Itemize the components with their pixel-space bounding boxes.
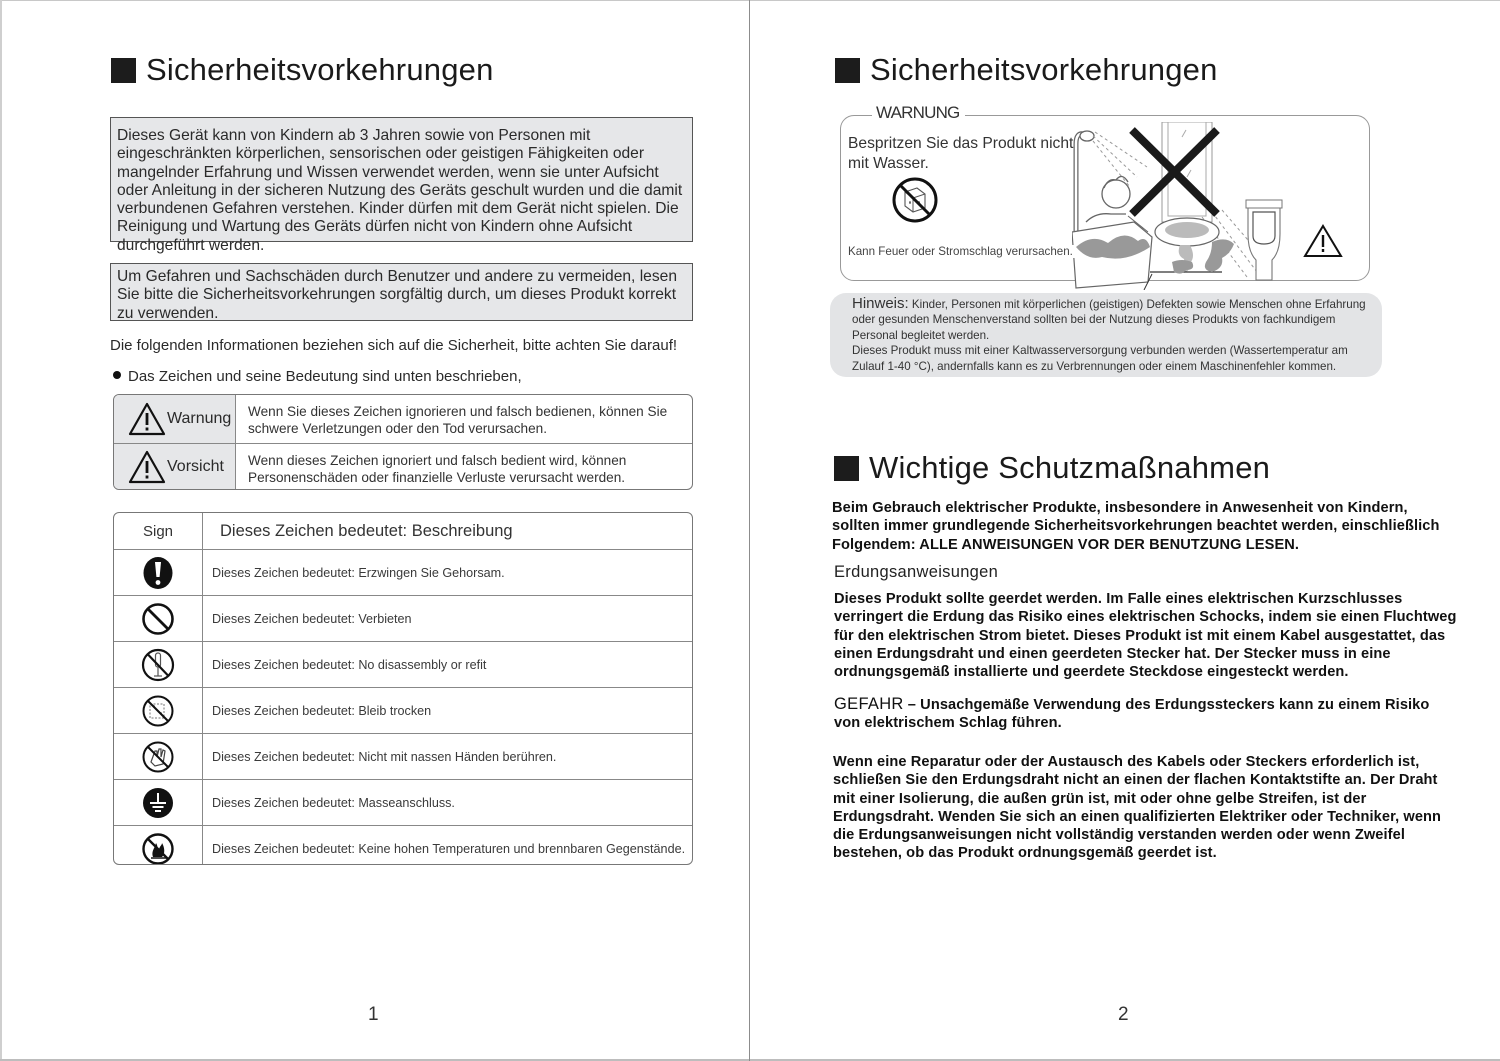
right-page-title-text: Sicherheitsvorkehrungen <box>870 52 1218 87</box>
no-wet-hands-icon <box>141 740 175 774</box>
sign-cell <box>114 550 203 595</box>
warning-triangle-icon <box>128 450 166 484</box>
warning-box-main-text: Bespritzen Sie das Produkt nicht mit Wasser. <box>848 135 1074 172</box>
sign-description: Dieses Zeichen bedeutet: Keine hohen Temperaturen und brennbaren Gegenstände. <box>212 841 686 856</box>
warning-level-label: Vorsicht <box>167 458 224 476</box>
sign-cell <box>114 826 203 865</box>
heading-square-icon <box>834 456 859 481</box>
page-top-edge <box>0 0 1500 1</box>
sign-cell <box>114 642 203 687</box>
sign-description: Dieses Zeichen bedeutet: Masseanschluss. <box>212 795 455 810</box>
danger-text: – Unsachgemäße Verwendung des Erdungssteckers kann zu einem Risiko von elektrischem Schlag führen. <box>834 697 1430 732</box>
page-number-left: 1 <box>368 1004 379 1025</box>
left-page-title <box>111 52 494 88</box>
hint-box <box>830 293 1382 377</box>
notice-box-read-carefully: Um Gefahren und Sachschäden durch Benutzer und andere zu vermeiden, lesen Sie bitte die Sicherheitsvorkehrungen sorgfältig durch, um dieses Produkt korrekt zu verwenden. <box>110 263 693 321</box>
info-line: Die folgenden Informationen beziehen sich auf die Sicherheit, bitte achten Sie darauf! <box>110 337 678 354</box>
warning-level-text: Wenn dieses Zeichen ignoriert und falsch bedient wird, können Personenschäden oder finanzielle Verluste verursacht werden. <box>248 452 627 485</box>
sign-table-header <box>114 513 692 550</box>
bullet-line <box>113 368 522 385</box>
prohibition-icon <box>141 602 175 636</box>
intro-paragraph: Beim Gebrauch elektrischer Produkte, insbesondere in Anwesenheit von Kindern, sollten immer grundlegende Sicherheitsvorkehrungen beachtet werden, einschließlich Folgendem: ALLE ANWEISUNGEN VOR DER BENUTZUNG LESEN. <box>832 500 1440 553</box>
bullet-line-text: Das Zeichen und seine Bedeutung sind unten beschrieben, <box>128 368 522 385</box>
sign-table-row <box>114 825 692 865</box>
sign-table-row <box>114 779 692 825</box>
ground-connection-icon <box>141 786 175 820</box>
warning-triangle-small-icon <box>1305 226 1341 256</box>
sign-cell <box>114 780 203 825</box>
sign-description: Dieses Zeichen bedeutet: Verbieten <box>212 611 412 626</box>
heading-square-icon <box>111 58 136 83</box>
section-title-schutzmassnahmen <box>834 450 1270 486</box>
warning-level-table <box>113 394 693 490</box>
sign-description: Dieses Zeichen bedeutet: Nicht mit nassen Händen berühren. <box>212 749 557 764</box>
warning-level-text: Wenn Sie dieses Zeichen ignorieren und falsch bedienen, können Sie schwere Verletzungen oder den Tod verursachen. <box>248 404 668 436</box>
warning-triangle-icon <box>128 402 166 436</box>
sign-table-row <box>114 550 692 595</box>
section-title-text: Wichtige Schutzmaßnahmen <box>869 450 1271 485</box>
warning-box-legend: WARNUNG <box>872 103 965 123</box>
cross-out-x-mark <box>1132 130 1217 214</box>
no-disassembly-icon <box>141 647 175 683</box>
sign-cell <box>114 734 203 779</box>
grounding-paragraph: Dieses Produkt sollte geerdet werden. Im Falle eines elektrischen Kurzschlusses verringert die Erdung das Risiko eines elektrischen Schocks, indem sie einen Fluchtweg für den elektrischen Strom bietet. Dieses Produkt ist mit einem Kabel ausgestattet, das einen Erdungsdraht und einen geerdeten Stecker hat. Der Stecker muss in eine ordnungsgemäß installierte und geerdete Steckdose eingesteckt werden. <box>834 591 1457 681</box>
warning-level-label-cell <box>114 395 236 443</box>
sign-cell <box>114 688 203 733</box>
sign-table-row <box>114 641 692 687</box>
heading-square-icon <box>835 58 860 83</box>
bullet-icon <box>113 371 121 379</box>
sign-description: Dieses Zeichen bedeutet: No disassembly or refit <box>212 657 487 672</box>
warning-level-label-cell <box>114 444 236 491</box>
no-fire-icon <box>141 832 175 866</box>
sign-table-row <box>114 595 692 641</box>
page-number-right: 2 <box>1118 1004 1129 1025</box>
bathroom-water-illustration <box>1072 122 1362 290</box>
sign-column-header: Sign <box>114 513 203 549</box>
hint-text-1: Kinder, Personen mit körperlichen (geistigen) Defekten sowie Menschen ohne Erfahrung oder gesunden Menschenverstand sollten bei der Nutzung dieses Produkts von fachkundigem Personal begleitet werden. <box>852 298 1366 342</box>
right-page-title <box>835 52 1218 88</box>
grounding-instructions-title: Erdungsanweisungen <box>834 563 999 581</box>
mandatory-exclamation-icon <box>142 556 174 590</box>
sign-cell <box>114 596 203 641</box>
description-column-header: Dieses Zeichen bedeutet: Beschreibung <box>220 521 513 540</box>
sign-description: Dieses Zeichen bedeutet: Bleib trocken <box>212 703 432 718</box>
warning-level-row <box>114 443 692 491</box>
page-left-edge <box>0 0 2 1061</box>
warning-level-label: Warnung <box>167 409 232 427</box>
danger-keyword: GEFAHR <box>834 695 904 713</box>
warning-level-row <box>114 395 692 443</box>
sign-table-row <box>114 733 692 779</box>
notice-box-children: Dieses Gerät kann von Kindern ab 3 Jahren sowie von Personen mit eingeschränkten körperlichen, sensorischen oder geistigen Fähigkeiten oder mangelnder Erfahrung und Wissen verwendet werden, wenn sie unter Aufsicht oder Anleitung in der sicheren Nutzung des Geräts geschult wurden und die damit verbundenen Gefahren verstehen. Kinder dürfen mit dem Gerät nicht spielen. Die Reinigung und Wartung des Geräts dürfen nicht von Kindern ohne Aufsicht durchgeführt werden. <box>110 117 693 242</box>
danger-paragraph <box>834 695 1454 733</box>
page-spine-divider <box>749 0 750 1061</box>
left-page-title-text: Sicherheitsvorkehrungen <box>146 52 494 87</box>
repair-paragraph: Wenn eine Reparatur oder der Austausch des Kabels oder Steckers erforderlich ist, schließen Sie den Erdungsdraht nicht an einen der flachen Kontaktstifte an. Der Draht mit einer Isolierung, die außen grün ist, mit oder ohne gelbe Streifen, ist der Erdungsdraht. Wenden Sie sich an einen qualifizierten Elektriker oder Techniker, wenn die Erdungsanweisungen nicht vollständig verstanden werden oder wenn Zweifel bestehen, ob das Produkt ordnungsgemäß geerdet ist. <box>833 754 1442 862</box>
hint-keyword: Hinweis: <box>852 295 909 312</box>
sign-table-row <box>114 687 692 733</box>
keep-dry-icon <box>141 694 175 728</box>
toilet-illustration <box>1246 200 1282 280</box>
hint-text-2: Dieses Produkt muss mit einer Kaltwasserversorgung verbunden werden (Wassertemperatur am Zulauf 1-40 °C), andernfalls kann es zu Verbrennungen oder einem Maschinenfehler kommen. <box>852 344 1348 373</box>
sign-description: Dieses Zeichen bedeutet: Erzwingen Sie Gehorsam. <box>212 565 505 580</box>
warning-box-small-text: Kann Feuer oder Stromschlag verursachen. <box>848 245 1073 258</box>
no-water-spray-icon <box>891 176 939 224</box>
sign-meaning-table <box>113 512 693 865</box>
